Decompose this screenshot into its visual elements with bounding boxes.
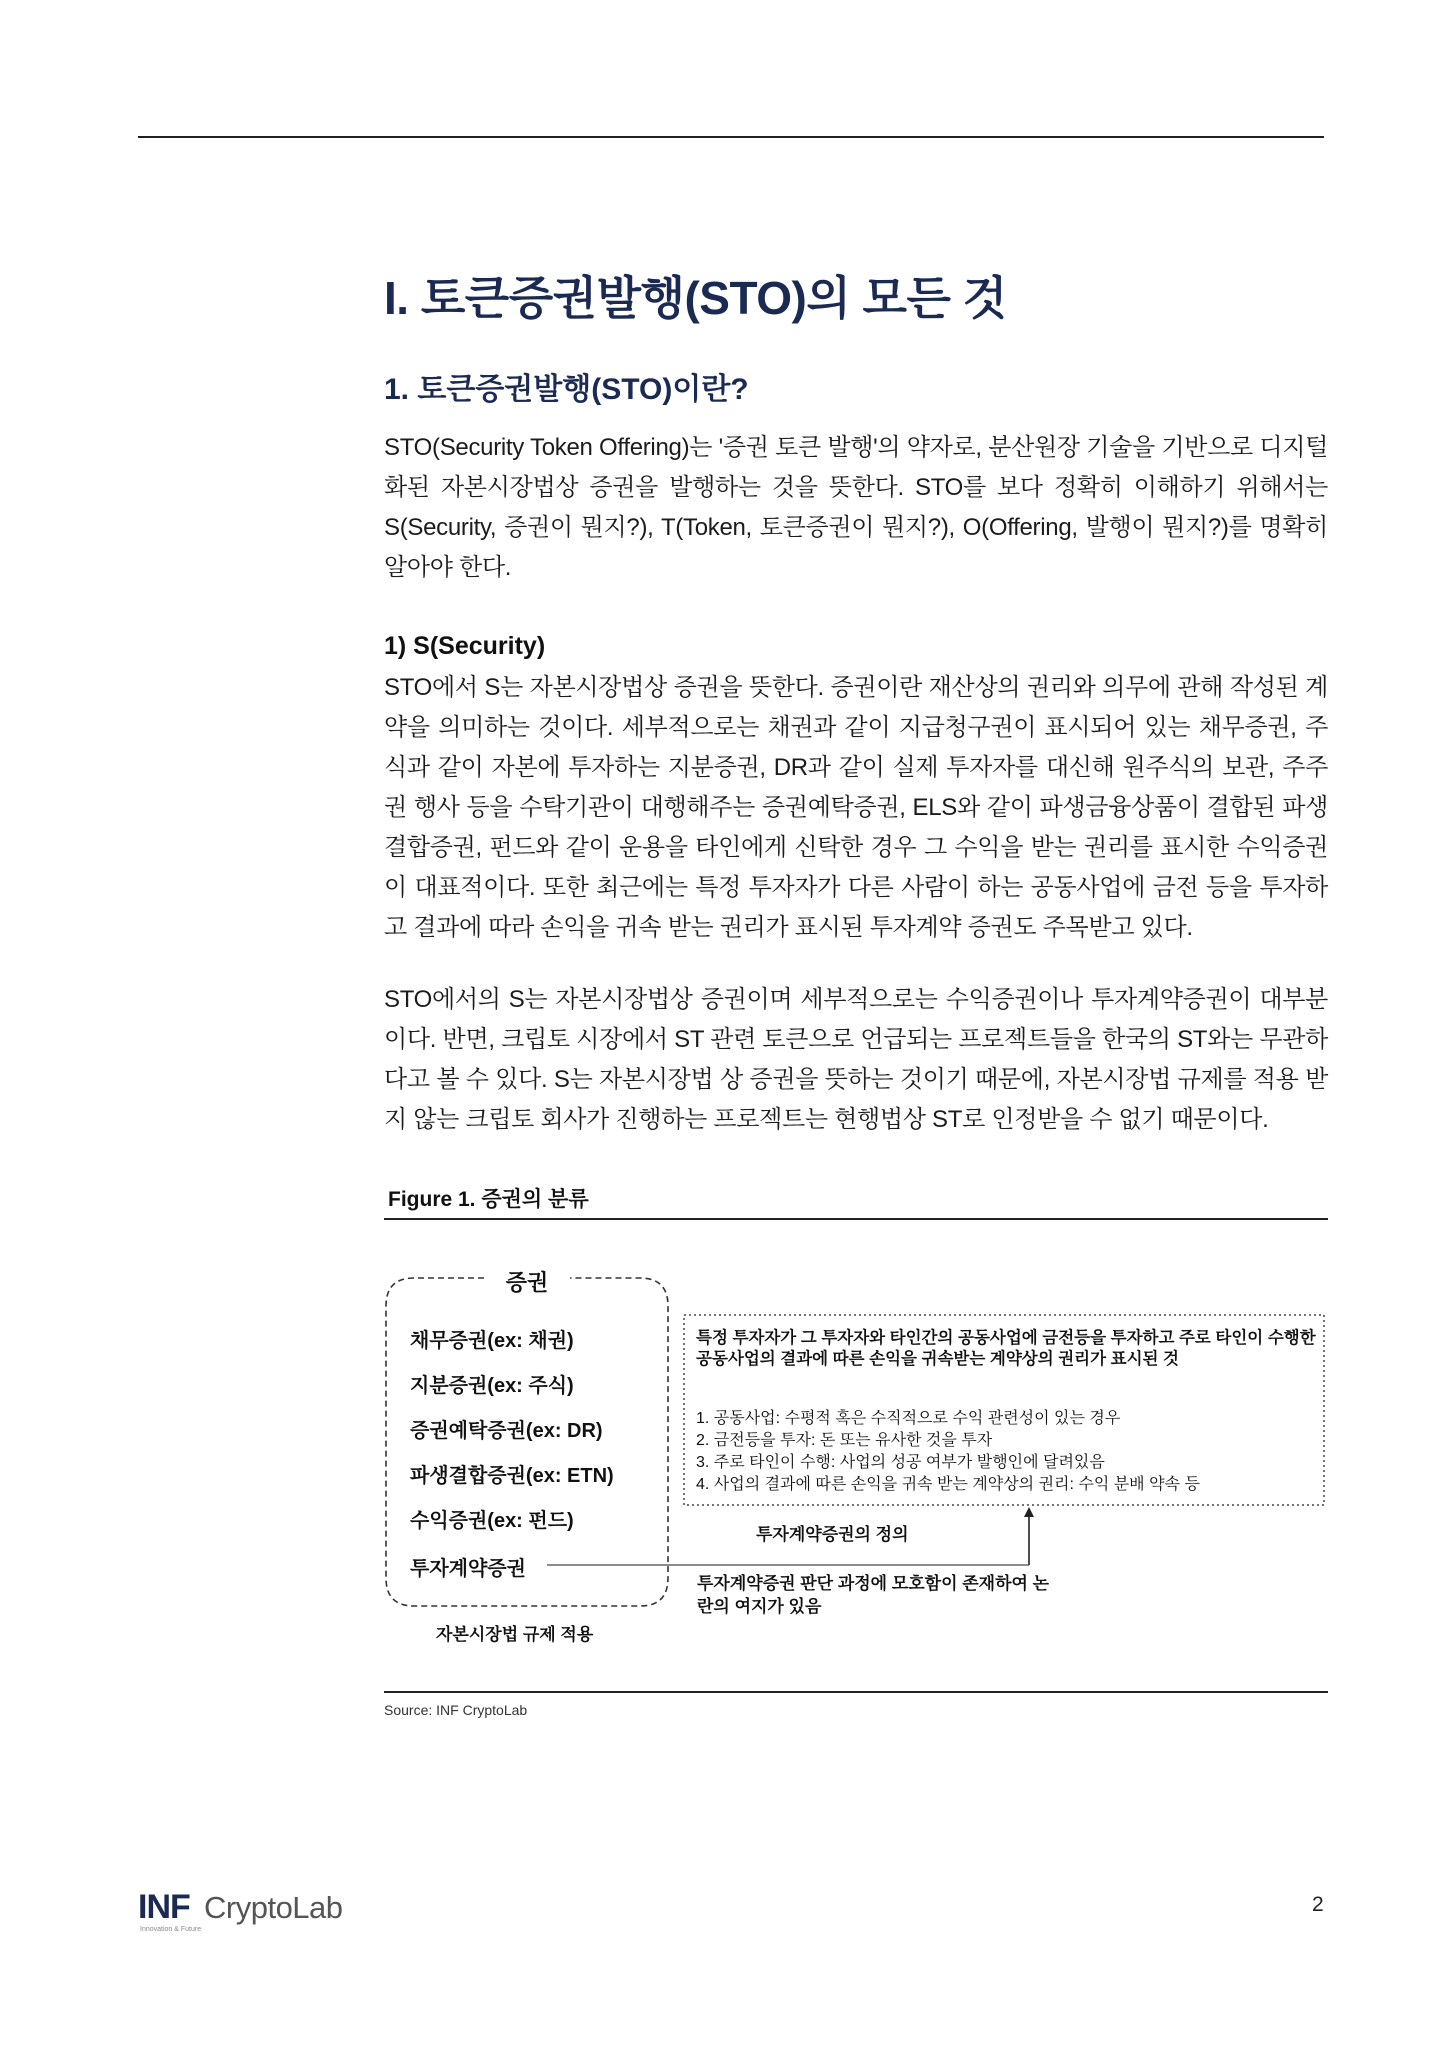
logo-tagline: Innovation & Future bbox=[140, 1926, 202, 1933]
inf-cryptolab-logo bbox=[138, 1888, 378, 1934]
ambiguity-note: 투자계약증권 판단 과정에 모호함이 존재하여 논란의 여지가 있음 bbox=[697, 1574, 1050, 1616]
definition-label: 투자계약증권의 정의 bbox=[756, 1525, 909, 1544]
definition-item: 4. 사업의 결과에 따른 손익을 귀속 받는 계약상의 권리: 수익 분배 약속 등 bbox=[696, 1476, 1200, 1493]
subsection-heading: 1) S(Security) bbox=[384, 632, 546, 660]
definition-item: 2. 금전등을 투자: 돈 또는 유사한 것을 투자 bbox=[696, 1432, 993, 1449]
security-paragraph-2: STO에서의 S는 자본시장법상 증권이며 세부적으로는 수익증권이나 투자계약증권이 대부분이다. 반면, 크립토 시장에서 ST 관련 토큰으로 언급되는 프로젝트들을 한국의 ST와는 무관하다고 볼 수 있다. S는 자본시장법 상 증권을 뜻하는 것이기 때문에, 자본시장법 규제를 적용 받지 않는 크립토 회사가 진행하는 프로젝트는 현행법상 ST로 인정받을 수 없기 때문이다. bbox=[384, 986, 1328, 1133]
section-heading: 1. 토큰증권발행(STO)이란? bbox=[384, 373, 749, 406]
definition-heading: 특정 투자자가 그 투자자와 타인간의 공동사업에 금전등을 투자하고 주로 타인이 수행한 공동사업의 결과에 따른 손익을 귀속받는 계약상의 권리가 표시된 것 bbox=[696, 1329, 1316, 1368]
security-type-item: 파생결합증권(ex: ETN) bbox=[410, 1465, 614, 1487]
security-paragraph-1: STO에서 S는 자본시장법상 증권을 뜻한다. 증권이란 재산상의 권리와 의무에 관해 작성된 계약을 의미하는 것이다. 세부적으로는 채권과 같이 지급청구권이 표시되어 있는 채무증권, 주식과 같이 자본에 투자하는 지분증권, DR과 같이 실제 투자자를 대신해 원주식의 보관, 주주권 행사 등을 수탁기관이 대행해주는 증권예탁증권, ELS와 같이 파생금융상품이 결합된 파생결합증권, 펀드와 같이 운용을 타인에게 신탁한 경우 그 수익을 받는 권리를 표시한 수익증권이 대표적이다. 또한 최근에는 특정 투자자가 다른 사람이 하는 공동사업에 금전 등을 투자하고 결과에 따라 손익을 귀속 받는 권리가 표시된 투자계약 증권도 주목받고 있다. bbox=[384, 674, 1328, 941]
figure-top-rule bbox=[384, 1218, 1328, 1220]
intro-paragraph: STO(Security Token Offering)는 '증권 토큰 발행'의 약자로, 분산원장 기술을 기반으로 디지털화된 자본시장법상 증권을 발행하는 것을 뜻한다. STO를 보다 정확히 이해하기 위해서는 S(Security, 증권이 뭔지?), T(Token, 토큰증권이 뭔지?), O(Offering, 발행이 뭔지?)를 명확히 알아야 한다. bbox=[384, 434, 1328, 581]
securities-classification-figure bbox=[384, 1230, 1328, 1685]
regulation-label: 자본시장법 규제 적용 bbox=[436, 1625, 594, 1644]
security-type-item: 채무증권(ex: 채권) bbox=[410, 1330, 574, 1352]
page-number: 2 bbox=[1312, 1893, 1324, 1916]
definition-item: 3. 주로 타인이 수행: 사업의 성공 여부가 발행인에 달려있음 bbox=[696, 1454, 1105, 1471]
logo-inf-text: INF bbox=[138, 1888, 190, 1926]
security-type-item: 지분증권(ex: 주식) bbox=[410, 1375, 574, 1397]
definition-item: 1. 공동사업: 수평적 혹은 수직적으로 수익 관련성이 있는 경우 bbox=[696, 1410, 1121, 1427]
figure-bottom-rule bbox=[384, 1691, 1328, 1693]
arrow-head bbox=[1024, 1507, 1034, 1517]
security-type-item: 증권예탁증권(ex: DR) bbox=[410, 1420, 603, 1442]
figure-source: Source: INF CryptoLab bbox=[384, 1702, 528, 1718]
figure-title: Figure 1. 증권의 분류 bbox=[388, 1188, 589, 1211]
security-type-item: 투자계약증권 bbox=[410, 1552, 532, 1581]
security-type-item: 수익증권(ex: 펀드) bbox=[410, 1510, 574, 1532]
top-rule bbox=[138, 136, 1324, 138]
securities-box-title: 증권 bbox=[505, 1270, 549, 1295]
logo-cryptolab-text: CryptoLab bbox=[204, 1890, 343, 1925]
chapter-heading: I. 토큰증권발행(STO)의 모든 것 bbox=[384, 272, 1007, 324]
